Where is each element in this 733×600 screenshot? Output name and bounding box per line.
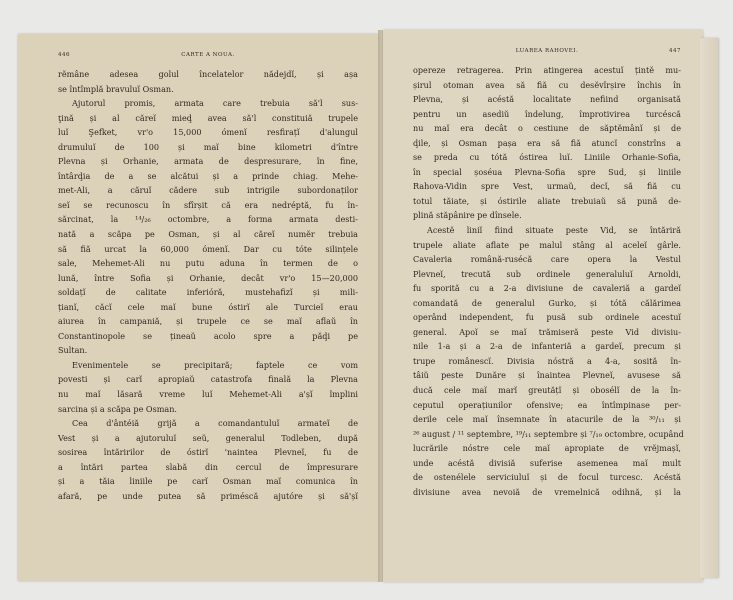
text-line: drumuluĭ de 100 și maĭ bine kilometri d'între	[58, 141, 358, 152]
text-line: sale, Mehemet-Ali nu putu aduna în termen de o	[58, 258, 358, 269]
text-line: tâiŭ peste Dunăre și înaintea Plevneĭ, avusese să	[413, 370, 681, 381]
page-edges	[700, 38, 718, 578]
text-line: sarcina și a scăpa pe Osman.	[58, 403, 178, 414]
text-line: șirul otoman avea să fiă cu desĕvîrșire închis în	[413, 79, 681, 90]
text-line: nată a scăpa pe Osman, și al căreĭ numĕr trebuia	[58, 229, 358, 240]
text-line: ḑile, și Osman pașa era să fiă atuncĭ constrîns a	[413, 137, 681, 148]
right-page-text	[413, 63, 684, 499]
text-line: Ajutorul promis, armata care trebuia să'l sus-	[72, 98, 358, 109]
left-running-head: CARTE A NOUA.	[181, 52, 235, 58]
text-line: lună, între Sofia și Orhanie, decât vr'o 15—20,000	[58, 272, 358, 283]
text-line: trupe românescĭ. Divisia nóstră a 4-a, sosită în-	[413, 355, 681, 366]
text-line: trupele aliate aflate pe malul stâng al aceleĭ gârle.	[413, 239, 681, 250]
text-line: aiurea în campaniă, și trupele ce se maĭ aflaŭ în	[58, 316, 358, 327]
text-line: fu sporită cu a 2-a divisiune de cavaleriă a gardeĭ	[413, 283, 681, 294]
text-line: ceputul operațiunilor ofensive; ea întîmpinase per-	[413, 399, 681, 410]
text-line: Acestĕ liniĭ fiind situate peste Vid, se întăriră	[427, 225, 681, 236]
text-line: Plevna, și acéstă localitate nefiind organisată	[413, 94, 681, 105]
text-line: nu maĭ lăsară vreme luĭ Mehemet-Ali a'șĭ împlini	[58, 389, 358, 400]
text-line: plină stăpânire pe dînsele.	[413, 210, 522, 221]
left-page-header	[58, 52, 358, 64]
text-line: a întări partea slabă din cercul de împresurare	[58, 461, 358, 472]
text-line: ţină și al căreĭ mieḑ avea să'l constituiă trupele	[58, 112, 358, 123]
text-line: afară, pe unde putea să priméscă ajutóre și să'șĭ	[58, 490, 358, 501]
text-line: pentru un asediŭ îndelung, împrotivirea turcéscă	[413, 108, 681, 119]
text-line: Cea d'ântéiă grijă a comandantuluĭ armateĭ de	[72, 418, 358, 429]
text-line: ducă cele maĭ marĭ greutățĭ și obosélĭ de la în-	[413, 385, 681, 396]
text-line: nu maĭ era decât o cestiune de săptĕmânĭ și de	[413, 123, 681, 134]
left-page	[18, 34, 380, 581]
left-page-text	[58, 67, 358, 503]
text-line: și a tăia liniile pe carĭ Osman maĭ comunica în	[58, 476, 358, 487]
text-line: operând independent, fu pusă sub ordinele acestuĭ	[413, 312, 681, 323]
text-line: Vest și a ajutoruluĭ seŭ, generalul Todleben, după	[58, 432, 358, 443]
right-running-head: LUAREA RAHOVEI.	[515, 48, 579, 54]
text-line: povesti și carĭ apropiaŭ catastrofa finală la Plevna	[58, 374, 358, 385]
text-line: să fiă urcat la 60,000 ómenĭ. Dar cu tóte silințele	[58, 243, 358, 254]
text-line: Cavaleria română-rusécă care opera la Vestul	[413, 254, 681, 265]
text-line: totul tăiate, și óstirile aliate trebuiaŭ să pună de-	[413, 195, 681, 206]
right-page-header	[413, 48, 681, 60]
text-line: ²⁶ august / ¹¹ septembre, ¹⁹/₁₁ septembre și ⁷/₁₉ octombre, ocupând	[413, 428, 684, 439]
right-page-number: 447	[669, 48, 681, 54]
text-line: Sultan.	[58, 345, 88, 356]
text-line: unde acéstă divisiă suferise asemenea maĭ mult	[413, 457, 681, 468]
text-line: opereze retragerea. Prin atingerea acestuĭ țintĕ mu-	[413, 65, 681, 75]
text-line: de ostenélele serviciuluĭ și de focul turcesc. Acéstă	[413, 472, 681, 483]
text-line: sărcinat, la ¹⁴/₂₆ octombre, a forma armata desti-	[58, 214, 358, 225]
text-line: general. Apoĭ se maĭ trămiseră peste Vid divisiu-	[413, 326, 681, 337]
text-line: met-Ali, a căruĭ cădere sub intrigile subordonaților	[58, 185, 358, 196]
text-line: se întîmplă bravuluĭ Osman.	[58, 83, 174, 94]
text-line: luĭ Şefket, vr'o 15,000 ómenĭ resfirațĭ d'alungul	[58, 127, 358, 138]
text-line: sosirea întăririlor de óstirĭ 'naintea Plevneĭ, fu de	[58, 447, 358, 458]
text-line: divisiune avea nevoiă de vremelnică odihnă, și la	[413, 486, 681, 497]
text-line: seĭ se recunoscu în sfîrșit că era nedréptă, fu în-	[58, 199, 358, 210]
text-line: Plevneĭ, trecută sub ordinele generaluluĭ Arnoldi,	[413, 268, 681, 279]
text-line: lucrările nóstre cele maĭ apropiate de vrĕjmașĭ,	[413, 443, 681, 454]
text-line: nile 1-a și a 2-a de infanteriă a gardeĭ, precum și	[413, 341, 681, 352]
text-line: se preda cu tótă óstirea luĭ. Liniile Orhanie-Sofia,	[413, 152, 681, 163]
left-page-number: 446	[58, 52, 70, 58]
text-line: Evenimentele se precipitară; faptele ce vom	[72, 359, 358, 370]
text-line: Plevna și Orhanie, armata de despresurare, în fine,	[58, 156, 358, 167]
text-line: rĕmâne adesea golul încelatelor nădejdĭ, și așa	[58, 69, 358, 79]
text-line: Constantinopole se țineaŭ acolo spre a păḑi pe	[58, 330, 358, 341]
text-line: Rahova-Vidin spre Vest, urmaŭ, decĭ, să fiă cu	[413, 181, 681, 192]
text-line: soldațĭ de calitate inferióră, mustehafizĭ și mili-	[58, 287, 358, 298]
text-line: comandată de generalul Gurko, și tótă călărimea	[413, 297, 681, 308]
text-line: țianĭ, căcĭ cele maĭ bune óstirĭ ale Turcieĭ erau	[58, 301, 358, 312]
right-page	[383, 30, 703, 582]
text-line: derile cele maĭ însemnate în atacurile de la ³⁰/₁₁ și	[413, 414, 681, 425]
text-line: întârḑia de a se alcătui și a prinde chiag. Mehe-	[58, 170, 358, 181]
text-line: în special șoséua Plevna-Sofia spre Sud, și liniile	[413, 166, 681, 177]
